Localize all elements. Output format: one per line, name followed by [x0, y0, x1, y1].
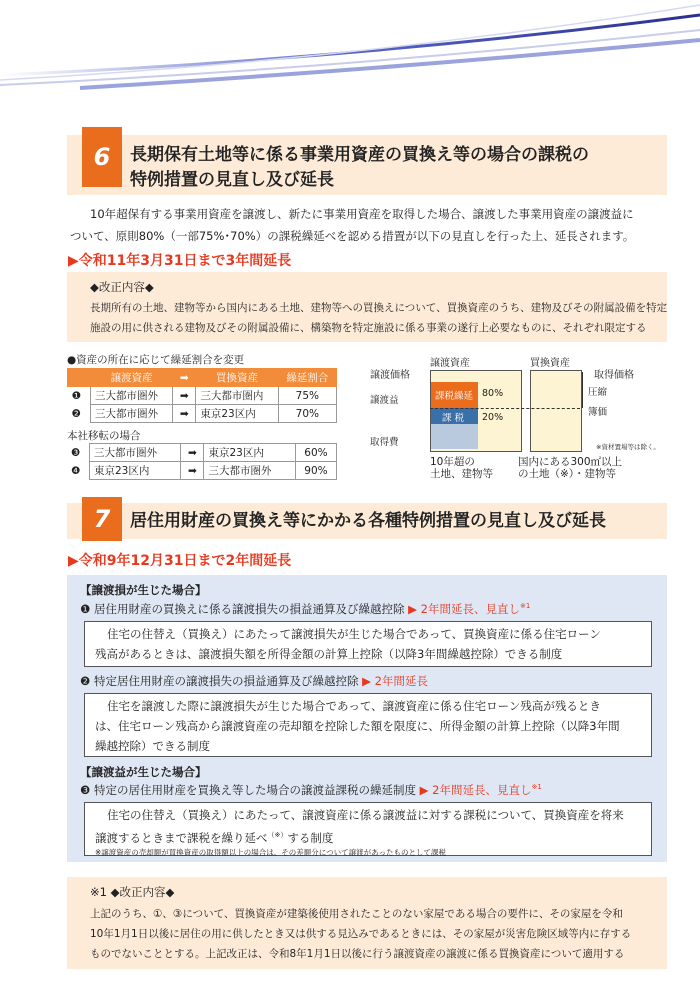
cell-arrow: ➡ [173, 387, 196, 405]
revision-box-line2: 施設の用に供される建物及びその附属設備に、構築物を特定施設に係る事業の遂行上必要なものに、それぞれ限定する [90, 322, 647, 334]
footnote-heading: ※1 ◆改正内容◆ [90, 885, 175, 899]
cell-from: 東京23区内 [90, 462, 181, 480]
item3-tag: ▶ 2年間延長、見直し [419, 783, 532, 797]
diagram-pct80: 80% [482, 388, 504, 399]
item3-sup: ※1 [531, 783, 542, 792]
item3-box [84, 802, 652, 856]
diagram-gain: 譲渡益 [370, 395, 399, 406]
item3-row [80, 782, 542, 798]
cell-to: 東京23区内 [196, 405, 278, 423]
item3-box-line2 [95, 825, 641, 848]
compress-arrow [582, 372, 583, 408]
item2-label: 特定居住用財産の譲渡損失の損益通算及び繰越控除 [93, 674, 359, 688]
section-6-extension: ▶令和11年3月31日まで3年間延長 [68, 253, 292, 269]
cell-arrow: ➡ [173, 405, 196, 423]
cell-from: 三大都市圏外 [91, 405, 173, 423]
diagram-deferred: 課税繰延 [435, 391, 474, 402]
diagram-left-l1: 10年超の [430, 456, 475, 468]
item3-number: ❸ [80, 783, 91, 797]
cell-to: 東京23区内 [204, 444, 295, 462]
table-row [67, 444, 337, 462]
diagram-acquire-price: 取得価格 [594, 370, 634, 381]
lower-block [431, 424, 478, 449]
table-row [68, 387, 337, 405]
cell-arrow: ➡ [181, 444, 204, 462]
item3-box-line2a: 譲渡するときまで課税を繰り延べ [95, 830, 268, 845]
diagram-right-l1: 国内にある300㎡以上 [518, 456, 623, 468]
item2-row [80, 673, 428, 689]
section-6-body-line1: 10年超保有する事業用資産を譲渡し、新たに事業用資産を取得した場合、譲渡した事業用資産の譲渡益に [90, 207, 634, 221]
row-number: ❷ [71, 407, 81, 420]
item2-box-line2: は、住宅ローン残高から譲渡資産の売却額を控除した額を限度に、所得金額の計算上控除（以降3年間 [95, 719, 620, 733]
diagram-book: 簿価 [588, 407, 608, 418]
cell-from: 三大都市圏外 [91, 387, 173, 405]
gain-heading: 【譲渡益が生じた場合】 [80, 765, 207, 779]
item2-number: ❷ [80, 674, 91, 688]
item1-number: ❶ [80, 602, 91, 616]
diagram-taxed: 課 税 [442, 413, 465, 424]
item1-box [84, 621, 652, 667]
footnote-line3: ものでないこととする。上記改正は、令和8年1月1日以後に行う譲渡資産の譲渡に係る買換資産について適用する [90, 948, 625, 960]
diagram-compress: 圧縮 [588, 387, 608, 398]
item3-note: ※譲渡資産の売却額が買換資産の取得額以上の場合は、その差額分について譲渡があったものとして課税 [95, 847, 447, 857]
item1-label: 居住用財産の買換えに係る譲渡損失の損益通算及び繰越控除 [93, 602, 405, 616]
diagram-right-l2: の土地（※）・建物等 [518, 468, 617, 480]
diagram-transfer-asset: 譲渡資産 [430, 358, 470, 369]
cell-rate: 60% [295, 444, 336, 462]
section-7-title: 居住用財産の買換え等にかかる各種特例措置の見直し及び延長 [130, 511, 606, 531]
header-rate: 繰延割合 [278, 369, 336, 387]
row-number: ❹ [71, 464, 81, 477]
revision-box-heading: ◆改正内容◆ [90, 280, 154, 294]
header-replace: 買換資産 [196, 369, 278, 387]
deferral-diagram [368, 352, 668, 482]
header-arrow: ➡ [173, 369, 196, 387]
cell-to: 三大都市圏外 [204, 462, 295, 480]
table-row [67, 462, 337, 480]
relocation-table [67, 443, 337, 480]
item1-box-line1: 住宅の住替え（買換え）にあたって譲渡損失が生じた場合であって、買換資産に係る住宅ローン [107, 627, 601, 641]
header-transfer: 譲渡資産 [91, 369, 173, 387]
cell-rate: 75% [278, 387, 336, 405]
footnote-line1: 上記のうち、①、③について、買換資産が建築後使用されたことのない家屋である場合の要件に、その家屋を令和 [90, 908, 623, 920]
item2-box-line3: 繰越控除）できる制度 [95, 739, 210, 753]
item3-box-line2b: する制度 [287, 830, 334, 845]
item2-tag: ▶ 2年間延長 [362, 674, 428, 688]
item1-row [80, 601, 530, 617]
item3-box-line1: 住宅の住替え（買換え）にあたって、譲渡資産に係る譲渡益に対する課税について、買換資産を将来 [107, 808, 624, 822]
footnote-line2: 10年1月1日以後に居住の用に供したとき又は供する見込みであるときには、その家屋が災害危険区域等内に存する [90, 928, 632, 940]
table-row [68, 405, 337, 423]
cell-rate: 90% [295, 462, 336, 480]
move-caption: 本社移転の場合 [67, 430, 141, 442]
dashed-line [430, 408, 580, 409]
cell-rate: 70% [278, 405, 336, 423]
deferral-table [67, 368, 337, 423]
section-6-body-line2: ついて、原則80%（一部75%･70%）の課税繰延べを認める措置が以下の見直しを行った上、延長されます。 [70, 229, 635, 243]
diagram-note: ※資材置場等は除く。 [596, 443, 660, 451]
diagram-left-l2: 土地、建物等 [430, 468, 493, 480]
right-bar-frame [530, 370, 582, 452]
cell-from: 三大都市圏外 [90, 444, 181, 462]
section-6-number: 6 [82, 127, 122, 187]
revision-box-line1: 長期所有の土地、建物等から国内にある土地、建物等への買換えについて、買換資産のうち、建物及びその附属設備を特定 [90, 302, 668, 314]
item1-box-line2: 残高があるときは、譲渡損失額を所得金額の計算上控除（以降3年間繰越控除）できる制度 [95, 647, 563, 661]
section-7-number: 7 [82, 497, 122, 541]
loss-heading: 【譲渡損が生じた場合】 [80, 583, 207, 597]
cell-to: 三大都市圏内 [196, 387, 278, 405]
diagram-transfer-price: 譲渡価格 [370, 370, 410, 381]
row-number: ❶ [71, 389, 81, 402]
table-caption: ●資産の所在に応じて繰延割合を変更 [67, 354, 245, 366]
item3-label: 特定の居住用財産を買換え等した場合の譲渡益課税の繰延制度 [93, 783, 416, 797]
diagram-replace-asset: 買換資産 [530, 358, 570, 369]
item2-box [84, 693, 652, 757]
header-swoosh [0, 0, 700, 95]
item2-box-line1: 住宅を譲渡した際に譲渡損失が生じた場合であって、譲渡資産に係る住宅ローン残高が残るとき [107, 699, 601, 713]
cell-arrow: ➡ [181, 462, 204, 480]
item1-sup: ※1 [519, 602, 531, 611]
diagram-pct20: 20% [482, 412, 504, 423]
item1-tag: ▶ 2年間延長、見直し [408, 602, 520, 616]
section-7-extension: ▶令和9年12月31日まで2年間延長 [68, 553, 292, 569]
section-6-title-line2: 特例措置の見直し及び延長 [130, 170, 334, 190]
section-6-title-line1: 長期保有土地等に係る事業用資産の買換え等の場合の課税の [130, 145, 589, 165]
table-header-row [68, 369, 337, 387]
row-number: ❸ [71, 446, 81, 459]
diagram-acq-cost: 取得費 [370, 437, 399, 448]
item3-box-sup: （※） [267, 831, 288, 839]
